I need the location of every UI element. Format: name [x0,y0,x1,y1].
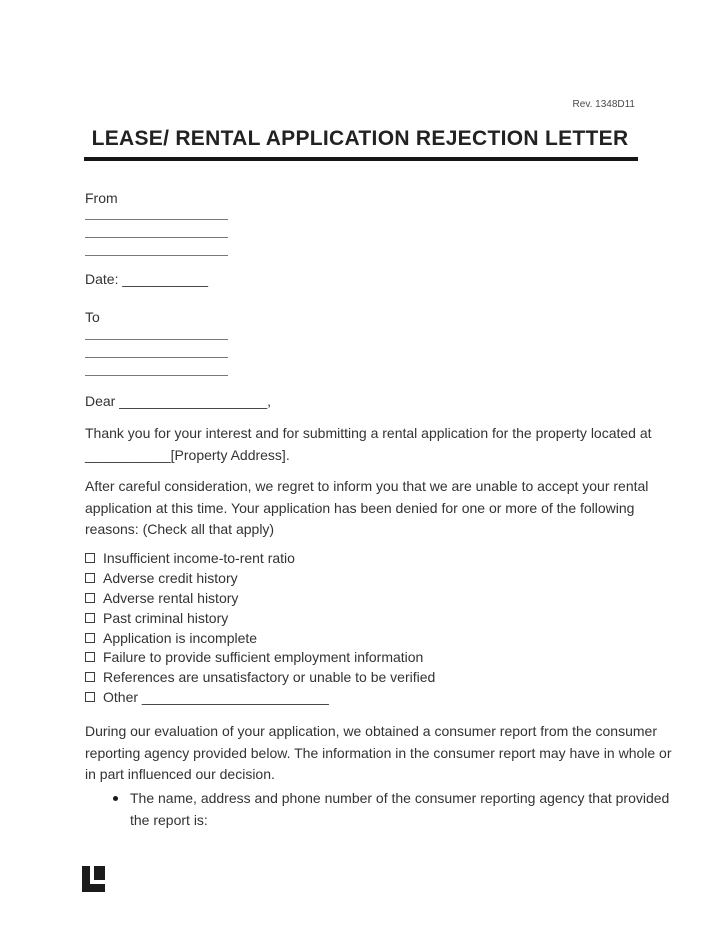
from-blank-line-1[interactable] [85,202,228,220]
reason-label: Adverse credit history [103,569,238,586]
reason-label: References are unsatisfactory or unable to be verified [103,669,436,686]
to-blank-lines [85,322,228,376]
checkbox-icon[interactable] [85,573,95,583]
to-blank-line-1[interactable] [85,322,228,340]
reason-label: Other ________________________ [103,689,329,706]
page-title: LEASE/ RENTAL APPLICATION REJECTION LETTER [91,127,629,150]
reason-label: Failure to provide sufficient employment information [103,649,424,666]
checkbox-icon[interactable] [85,692,95,702]
checkbox-icon[interactable] [85,652,95,662]
checkbox-icon[interactable] [85,593,95,603]
checkbox-icon[interactable] [85,633,95,643]
date-field[interactable]: Date: ___________ [85,271,208,287]
paragraph-line: reasons: (Check all that apply) [85,521,275,537]
salutation-line[interactable]: Dear ___________________, [85,393,272,409]
reason-row-credit[interactable] [85,568,435,588]
paragraph-line: application at this time. Your application has been denied for one or more of the following [85,499,635,516]
bullet-line: the report is: [130,811,208,828]
paragraph-line: During our evaluation of your application, we obtained a consumer report from the consumer [85,723,657,739]
from-blank-line-2[interactable] [85,220,228,238]
from-blank-lines [85,202,228,256]
paragraph-line: After careful consideration, we regret to inform you that we are unable to accept your rental [85,478,649,494]
paragraph-line: reporting agency provided below. The information in the consumer report may have in whole or [85,744,672,761]
paragraph-line: Thank you for your interest and for submitting a rental application for the property located at [85,425,652,441]
reason-row-other[interactable] [85,687,435,707]
intro-paragraph [85,423,652,466]
to-label: To [85,309,100,325]
consumer-agency-bullet [130,788,669,831]
reason-label: Adverse rental history [103,589,239,606]
from-label: From [85,190,118,206]
reason-label: Insufficient income-to-rent ratio [103,549,295,566]
reason-label: Application is incomplete [103,629,258,646]
logo-bottom-bar [82,884,105,892]
reason-row-rental-history[interactable] [85,588,435,608]
logo-square [94,866,105,880]
to-blank-line-3[interactable] [85,358,228,376]
rejection-reasons-list [85,548,435,707]
reason-row-criminal[interactable] [85,608,435,628]
reason-row-employment[interactable] [85,647,435,667]
legal-templates-logo-icon [82,866,105,892]
paragraph-line: ___________[Property Address]. [85,446,290,463]
consumer-report-paragraph [85,721,672,786]
checkbox-icon[interactable] [85,613,95,623]
reason-row-references[interactable] [85,667,435,687]
reason-row-incomplete[interactable] [85,628,435,648]
title-divider [84,157,638,161]
bullet-line: The name, address and phone number of the consumer reporting agency that provided [130,790,670,806]
revision-number: Rev. 1348D11 [572,99,635,110]
to-blank-line-2[interactable] [85,340,228,358]
checkbox-icon[interactable] [85,553,95,563]
bullet-icon [113,796,118,801]
paragraph-line: in part influenced our decision. [85,766,275,782]
checkbox-icon[interactable] [85,672,95,682]
reason-label: Past criminal history [103,609,229,626]
reason-row-income[interactable] [85,548,435,568]
from-blank-line-3[interactable] [85,238,228,256]
denial-paragraph [85,476,648,541]
